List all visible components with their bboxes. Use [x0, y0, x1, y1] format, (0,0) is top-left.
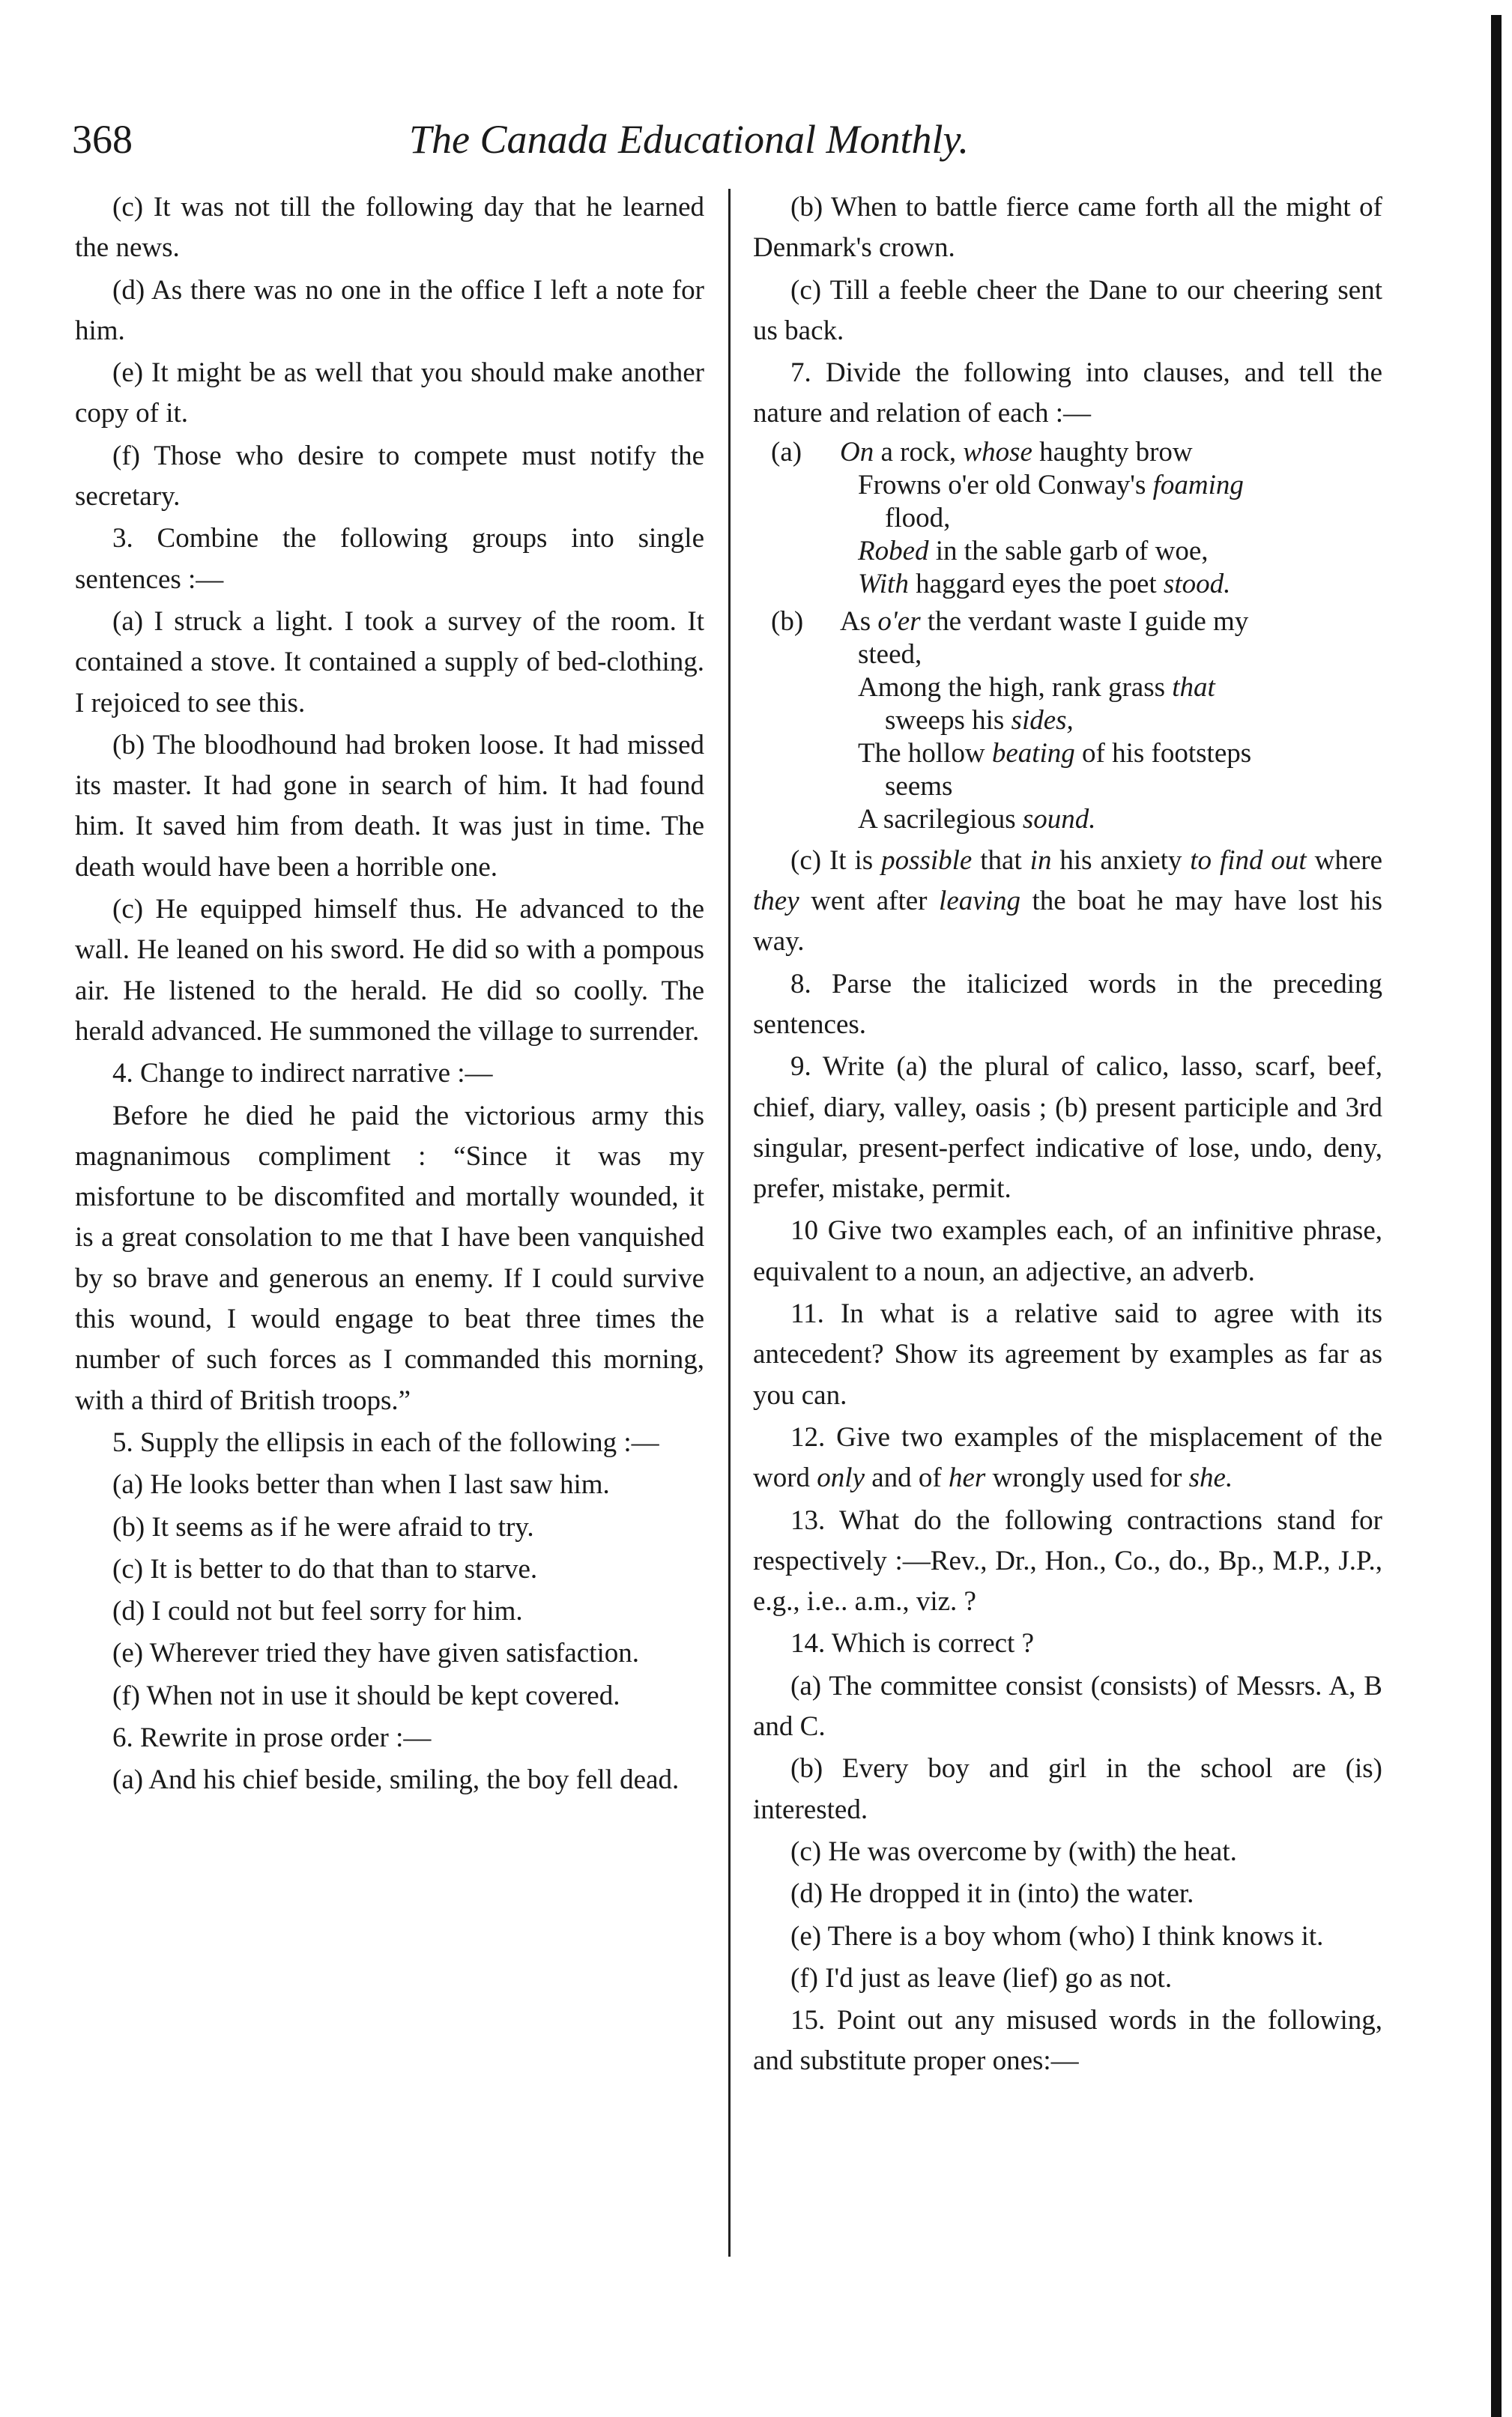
poem-7a-line-2: Frowns o'er old Conway's foaming — [858, 469, 1244, 500]
poem-7a-line-2-wrap: flood, — [885, 502, 951, 533]
poem-7b-line-3-wrap: seems — [885, 770, 953, 802]
poem-7b-line-3: The hollow beating of his footsteps — [858, 737, 1252, 769]
question-5b: (b) It seems as if he were afraid to try. — [112, 1511, 534, 1543]
poem-7b-line-1: (b) As o'er the verdant waste I guide my — [771, 605, 1249, 637]
poem-7a-line-4: With haggard eyes the poet stood. — [858, 568, 1231, 599]
question-2e: (e) It might be as well that you should make another copy of it. — [75, 357, 704, 429]
question-6a: (a) And his chief beside, smiling, the boy fell dead. — [112, 1764, 680, 1796]
question-5d: (d) I could not but feel sorry for him. — [112, 1596, 523, 1627]
question-5: 5. Supply the ellipsis in each of the following :— — [112, 1427, 659, 1458]
question-14c: (c) He was overcome by (with) the heat. — [790, 1836, 1237, 1867]
question-3a: (a) I struck a light. I took a survey of the room. It contained a stove. It contained a supply of bed-clothing. I rejoiced to see this. — [75, 605, 704, 719]
question-9: 9. Write (a) the plural of calico, lasso, scarf, beef, chief, diary, valley, oasis ; (b) present participle and 3rd singular, present-perfect indicative of lose, undo, deny, prefer, mistake, permit. — [753, 1051, 1382, 1205]
poem-7a — [771, 436, 1382, 601]
poem-7b-line-4: A sacrilegious sound. — [858, 803, 1096, 835]
question-12: 12. Give two examples of the misplacement of the word only and of her wrongly used for she. — [753, 1421, 1382, 1494]
poem-7b-line-2: Among the high, rank grass that — [858, 671, 1215, 703]
poem-7a-line-3: Robed in the sable garb of woe, — [858, 535, 1209, 566]
question-14d: (d) He dropped it in (into) the water. — [790, 1878, 1194, 1910]
question-5a: (a) He looks better than when I last saw him. — [112, 1469, 610, 1501]
question-7c: (c) It is possible that in his anxiety to find out where they went after leaving the boat he may have lost his way. — [753, 844, 1382, 958]
question-4-text: Before he died he paid the victorious army this magnanimous compliment : “Since it was my misfortune to be discomfited and mortally wounded, it is a great consolation to me that I have been vanquished by so brave and generous an enemy. If I could survive this wound, I would engage to beat three times the number of such forces as I commanded this morning, with a third of British troops.” — [75, 1100, 704, 1416]
question-13: 13. What do the following contractions stand for respectively :—Rev., Dr., Hon., Co., do., Bp., M.P., J.P., e.g., i.e.. a.m., viz. ? — [753, 1504, 1382, 1618]
question-3b: (b) The bloodhound had broken loose. It had missed its master. It had gone in search of him. It had found him. It saved him from death. It was just in time. The death would have been a horrible one. — [75, 729, 704, 883]
poem-7a-line-1: (a) On a rock, whose haughty brow — [771, 436, 1193, 468]
question-11: 11. In what is a relative said to agree with its antecedent? Show its agreement by examples as far as you can. — [753, 1298, 1382, 1411]
running-title: The Canada Educational Monthly. — [409, 117, 969, 162]
question-10: 10 Give two examples each, of an infinitive phrase, equivalent to a noun, an adjective, an adverb. — [753, 1215, 1382, 1287]
question-5e: (e) Wherever tried they have given satisfaction. — [112, 1638, 640, 1669]
question-5c: (c) It is better to do that than to starve. — [112, 1553, 538, 1585]
question-2c: (c) It was not till the following day that he learned the news. — [75, 192, 704, 264]
page-number: 368 — [72, 117, 133, 162]
question-14b: (b) Every boy and girl in the school are (is) interested. — [753, 1753, 1382, 1825]
right-column — [753, 187, 1382, 2084]
column-divider — [728, 189, 731, 2257]
question-7: 7. Divide the following into clauses, and tell the nature and relation of each :— — [753, 357, 1382, 429]
question-2f: (f) Those who desire to compete must notify the secretary. — [75, 440, 704, 512]
question-6: 6. Rewrite in prose order :— — [112, 1722, 432, 1753]
left-column — [75, 187, 704, 1803]
question-15: 15. Point out any misused words in the following, and substitute proper ones:— — [753, 2005, 1382, 2077]
question-3c: (c) He equipped himself thus. He advanced to the wall. He leaned on his sword. He did so with a pompous air. He listened to the herald. He did so coolly. The herald advanced. He summoned the village to surrender. — [75, 894, 704, 1047]
question-4: 4. Change to indirect narrative :— — [112, 1058, 493, 1089]
question-6c: (c) Till a feeble cheer the Dane to our cheering sent us back. — [753, 274, 1382, 346]
question-8: 8. Parse the italicized words in the preceding sentences. — [753, 968, 1382, 1040]
poem-7b — [771, 605, 1382, 836]
question-2d: (d) As there was no one in the office I left a note for him. — [75, 274, 704, 346]
question-6b: (b) When to battle fierce came forth all the might of Denmark's crown. — [753, 192, 1382, 264]
question-14a: (a) The committee consist (consists) of Messrs. A, B and C. — [753, 1670, 1382, 1743]
question-14e: (e) There is a boy whom (who) I think knows it. — [790, 1920, 1324, 1952]
question-3: 3. Combine the following groups into single sentences :— — [75, 523, 704, 595]
poem-7b-line-2-wrap: sweeps his sides, — [885, 704, 1074, 736]
page-edge-rule — [1491, 15, 1502, 2417]
poem-7b-line-1-wrap: steed, — [858, 638, 922, 670]
question-5f: (f) When not in use it should be kept covered. — [112, 1680, 620, 1711]
question-14: 14. Which is correct ? — [790, 1628, 1034, 1660]
page-header — [72, 105, 1046, 172]
question-14f: (f) I'd just as leave (lief) go as not. — [790, 1962, 1173, 1994]
